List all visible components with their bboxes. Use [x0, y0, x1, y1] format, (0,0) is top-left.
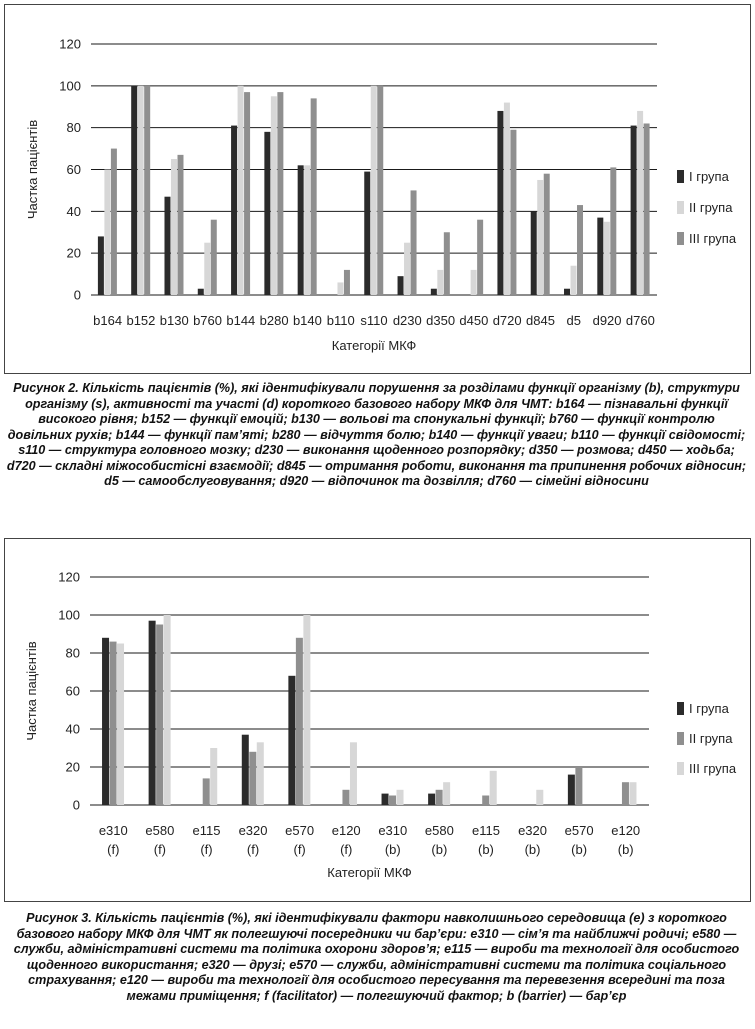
y-tick-label: 100: [58, 607, 80, 623]
x-tick-label: d450: [459, 313, 489, 328]
bar-series-2: [104, 170, 110, 296]
y-axis-title: Частка пацієнтів: [25, 119, 40, 220]
legend-swatch-1: [677, 702, 684, 715]
legend-label-3: III група: [689, 761, 737, 776]
y-tick-label: 80: [66, 120, 81, 136]
x-tick-label: e320: [238, 823, 268, 838]
bar-series-2: [637, 111, 643, 295]
bar-series-2: [482, 796, 489, 806]
bar-series-2: [437, 270, 443, 295]
bar-series-1: [164, 197, 170, 295]
bar-series-1: [98, 236, 104, 295]
x-tick-label: e120: [331, 823, 361, 838]
bar-series-3: [610, 167, 616, 295]
x-tick-label: b110: [326, 313, 355, 328]
figure-2-panel: [4, 4, 751, 374]
x-tick-label: d920: [592, 313, 622, 328]
bar-series-3: [536, 790, 543, 805]
bar-series-3: [311, 98, 317, 295]
bar-series-3: [377, 86, 383, 295]
bar-series-3: [303, 615, 310, 805]
y-tick-label: 60: [65, 683, 80, 699]
bar-series-3: [510, 130, 516, 295]
bar-series-2: [171, 159, 177, 295]
x-tick-label: b280: [259, 313, 289, 328]
figure-2-chart: [5, 5, 750, 373]
legend-label-2: II група: [689, 200, 733, 215]
bar-series-3: [344, 270, 350, 295]
legend-swatch-2: [677, 201, 684, 214]
bar-series-2: [622, 782, 629, 805]
bar-series-1: [382, 794, 389, 805]
figure-2-caption: Рисунок 2. Кількість пацієнтів (%), які ідентифікували порушення за розділами функції організму (b), структури організму (s), активності та участі (d) короткого базового набору МКФ для ЧМТ: b164 — пізнавальні функції високого рівня; b152 — функції емоцій; b130 — вольові та спонукальні функції; b760 — функції контролю довільних рухів; b144 — функції пам’яті; b280 — відчуття болю; b140 — функції уваги; b110 — функції свідомості; s110 — структура головного мозку; d230 — виконання щоденного розпорядку; d350 — розмова; d450 — ходьба; d720 — складні міжособистісні взаємодії; d845 — отримання роботи, виконання та припинення робочих відносин; d5 — самообслуговування; d920 — відпочинок та дозвілля; d760 — сімейні відносини: [6, 381, 747, 488]
x-tick-label: d760: [625, 313, 655, 328]
bar-series-2: [604, 222, 610, 295]
bar-series-3: [144, 86, 150, 295]
bar-series-2: [203, 778, 210, 805]
bar-series-1: [497, 111, 503, 295]
bar-series-2: [271, 96, 277, 295]
bar-series-2: [537, 180, 543, 295]
y-tick-label: 40: [65, 721, 80, 737]
x-tick-label: d230: [392, 313, 422, 328]
bar-series-2: [575, 767, 582, 805]
bar-series-3: [117, 644, 124, 806]
bar-series-3: [477, 220, 483, 295]
bar-series-1: [568, 775, 575, 805]
x-tick-label: b152: [126, 313, 156, 328]
x-tick-label: d845: [526, 313, 555, 328]
bar-series-3: [644, 123, 650, 295]
bar-series-1: [564, 289, 570, 295]
bar-series-1: [631, 126, 637, 295]
x-tick-label: e580: [424, 823, 454, 838]
x-tick-label: e570: [564, 823, 594, 838]
x-tick-label: d5: [566, 313, 581, 328]
x-tick-label: e115: [471, 823, 500, 838]
bar-series-3: [177, 155, 183, 295]
bar-series-3: [211, 220, 217, 295]
bar-series-3: [210, 748, 217, 805]
x-tick-sublabel: (f): [153, 842, 167, 857]
x-tick-label: b760: [193, 313, 222, 328]
bar-series-2: [504, 103, 510, 295]
bar-series-2: [138, 86, 144, 295]
bar-series-2: [371, 86, 377, 295]
x-tick-sublabel: (b): [478, 842, 494, 857]
bar-series-3: [277, 92, 283, 295]
bar-series-1: [398, 276, 404, 295]
bar-series-3: [397, 790, 404, 805]
bar-series-1: [531, 211, 537, 295]
bar-series-1: [102, 638, 109, 805]
y-tick-label: 80: [65, 645, 80, 661]
bar-series-1: [298, 165, 304, 295]
bar-series-2: [571, 266, 577, 295]
x-tick-sublabel: (b): [524, 842, 541, 857]
x-tick-sublabel: (f): [107, 842, 120, 857]
y-tick-label: 0: [73, 287, 81, 303]
x-tick-sublabel: (b): [431, 842, 448, 857]
x-axis-title: Категорії МКФ: [327, 865, 412, 880]
bar-series-3: [350, 742, 357, 805]
x-tick-sublabel: (f): [200, 842, 213, 857]
bar-series-2: [337, 282, 343, 295]
x-tick-label: b144: [226, 313, 256, 328]
x-tick-label: b164: [93, 313, 123, 328]
bar-series-3: [411, 190, 417, 295]
bar-series-3: [444, 232, 450, 295]
bar-series-1: [198, 289, 204, 295]
bar-series-2: [204, 243, 210, 295]
y-axis-title: Частка пацієнтів: [24, 641, 39, 741]
x-tick-label: e115: [192, 823, 221, 838]
legend-label-1: I група: [689, 169, 729, 184]
y-tick-label: 120: [59, 36, 81, 52]
x-tick-sublabel: (f): [293, 842, 306, 857]
y-tick-label: 0: [72, 797, 80, 813]
x-tick-label: e570: [285, 823, 315, 838]
figure-3-panel: [4, 538, 751, 902]
x-axis-title: Категорії МКФ: [331, 338, 417, 353]
legend-label-1: I група: [689, 701, 729, 716]
bar-series-2: [404, 243, 410, 295]
bar-series-1: [597, 218, 603, 295]
legend-swatch-3: [677, 232, 684, 245]
x-tick-label: e120: [611, 823, 641, 838]
bar-series-3: [490, 771, 497, 805]
y-tick-label: 20: [65, 759, 80, 775]
bar-series-1: [131, 86, 137, 295]
x-tick-label: d350: [426, 313, 456, 328]
bar-series-2: [156, 625, 163, 806]
bar-series-2: [342, 790, 349, 805]
x-tick-sublabel: (f): [246, 842, 260, 857]
x-tick-label: b130: [159, 313, 189, 328]
bar-series-3: [443, 782, 450, 805]
bar-series-1: [264, 132, 270, 295]
x-tick-label: d720: [492, 313, 522, 328]
bar-series-1: [288, 676, 295, 805]
x-tick-label: e580: [145, 823, 175, 838]
bar-series-1: [231, 126, 237, 295]
x-tick-sublabel: (f): [340, 842, 353, 857]
bar-series-2: [249, 752, 256, 805]
y-tick-label: 40: [66, 203, 81, 219]
bar-series-2: [238, 86, 244, 295]
y-tick-label: 120: [58, 569, 80, 585]
x-tick-sublabel: (b): [384, 842, 401, 857]
legend-label-3: III група: [689, 231, 737, 246]
bar-series-3: [544, 174, 550, 295]
bar-series-1: [242, 735, 249, 805]
x-tick-label: e310: [378, 823, 408, 838]
x-tick-label: b140: [292, 313, 322, 328]
x-tick-label: e320: [518, 823, 548, 838]
x-tick-label: s110: [360, 313, 388, 328]
figure-3-chart: [5, 539, 750, 901]
legend-swatch-2: [677, 732, 684, 745]
y-tick-label: 100: [59, 78, 81, 94]
bar-series-3: [244, 92, 250, 295]
bar-series-2: [389, 796, 396, 806]
bar-series-1: [364, 172, 370, 295]
y-tick-label: 60: [66, 162, 81, 177]
bar-series-3: [257, 742, 264, 805]
bar-series-2: [296, 638, 303, 805]
bar-series-2: [436, 790, 443, 805]
bar-series-3: [111, 149, 117, 295]
x-tick-sublabel: (b): [571, 842, 588, 857]
bar-series-3: [629, 782, 636, 805]
bar-series-2: [110, 642, 117, 805]
legend-swatch-1: [677, 170, 684, 183]
legend-label-2: II група: [689, 731, 733, 746]
figure-3-caption: Рисунок 3. Кількість пацієнтів (%), які ідентифікували фактори навколишнього середовища (e) з короткого базового набору МКФ для ЧМТ як полегшуючі посередники чи бар’єри: e310 — сім’я та найближчі родичі; e580 — служби, адміністративні системи та політика охорони здоров’я; e115 — вироби та технології для особистого щоденного використання; e320 — друзі; e570 — служби, адміністративні системи та політика соціального страхування; e120 — вироби та технології для особистого пересування та перевезення всередині та поза межами приміщення; f (facilitator) — полегшуючий фактор; b (barrier) — бар’єр: [13, 911, 740, 1003]
bar-series-3: [577, 205, 583, 295]
x-tick-sublabel: (b): [617, 842, 634, 857]
bar-series-1: [431, 289, 437, 295]
bar-series-2: [471, 270, 477, 295]
bar-series-1: [149, 621, 156, 805]
y-tick-label: 20: [66, 245, 81, 261]
bar-series-1: [428, 794, 435, 805]
legend-swatch-3: [677, 762, 684, 775]
x-tick-label: e310: [98, 823, 128, 838]
bar-series-3: [164, 615, 171, 805]
bar-series-2: [304, 165, 310, 295]
